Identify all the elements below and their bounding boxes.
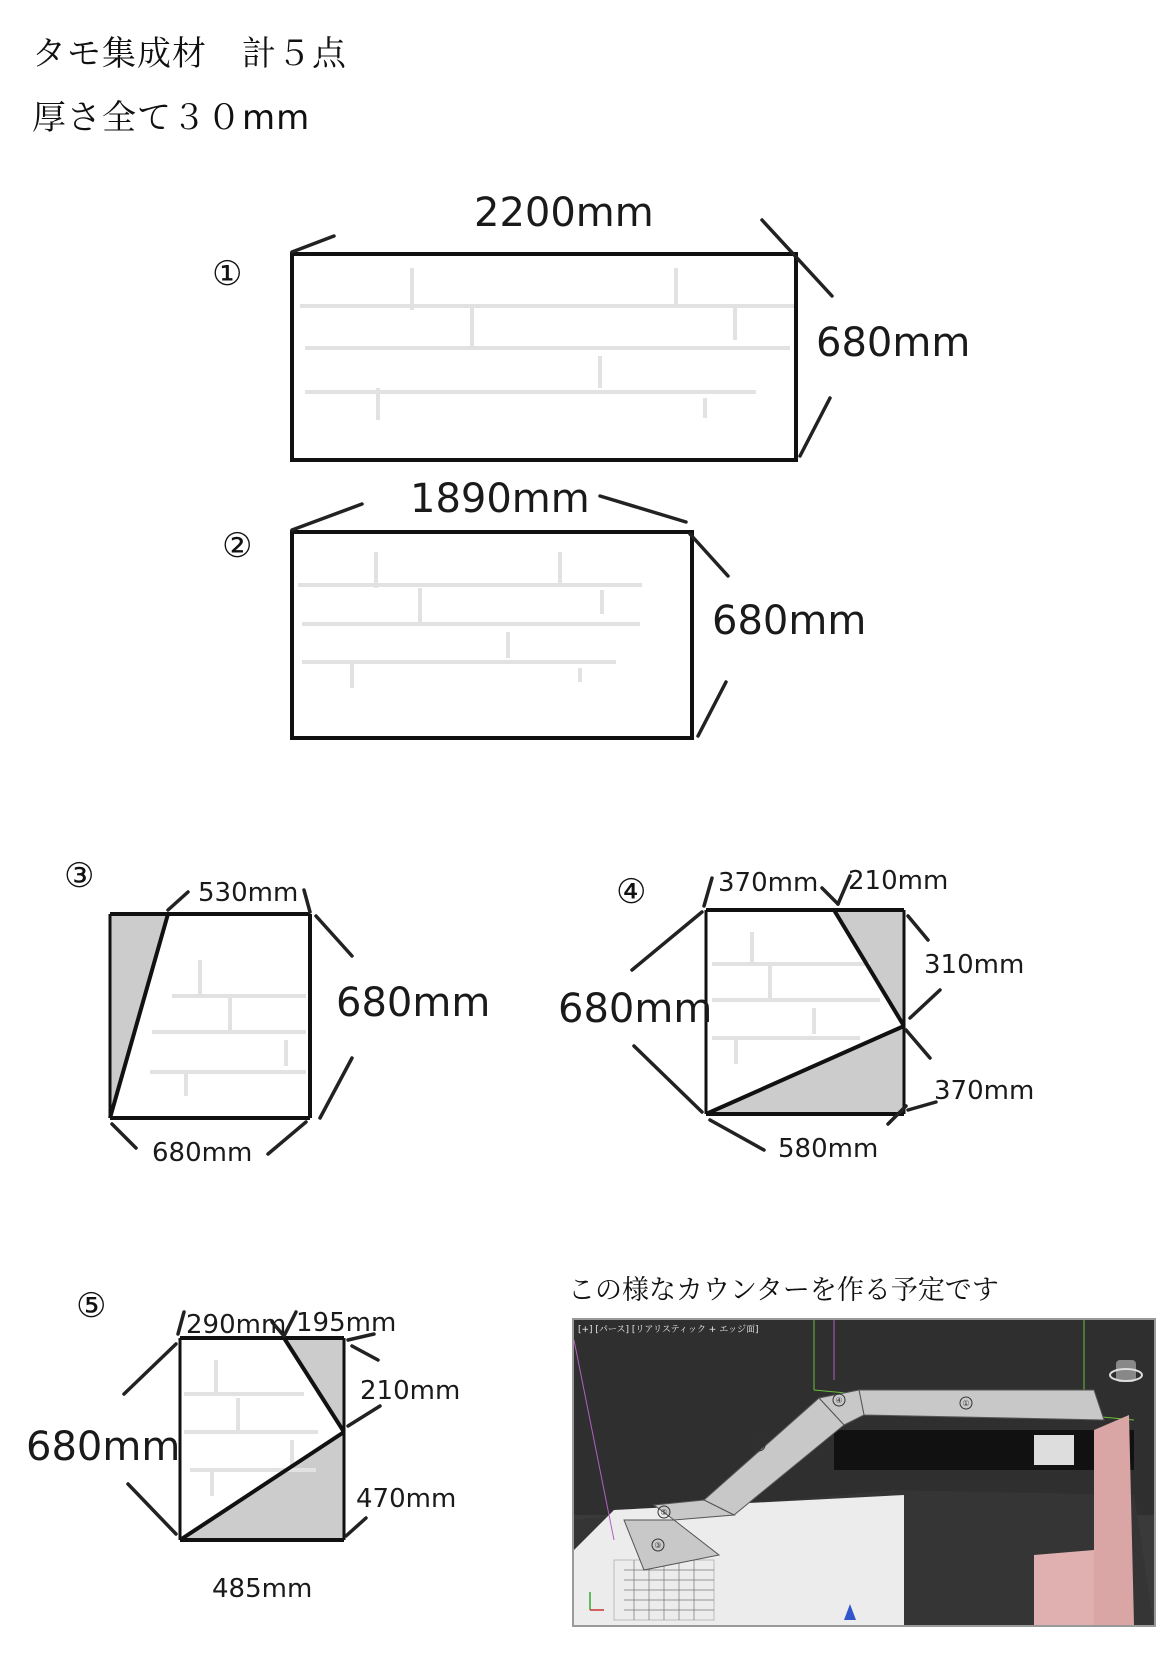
thickness-note: 厚さ全て３０mm [32, 98, 311, 138]
piece-4-right-top: 310mm [924, 950, 1025, 980]
render-label-4: ④ [835, 1396, 843, 1405]
render-label-5: ⑤ [660, 1508, 668, 1517]
piece-4-left: 680mm [558, 986, 713, 1032]
piece-1-number: ① [212, 254, 243, 294]
counter-3d-render [572, 1318, 1156, 1627]
piece-2-width: 1890mm [410, 476, 590, 522]
piece-4-top-right: 210mm [848, 866, 949, 896]
piece-2-number: ② [222, 526, 253, 566]
piece-5-top-right: 195mm [296, 1308, 397, 1338]
render-scene [574, 1320, 1154, 1625]
piece-4-bottom: 580mm [778, 1134, 879, 1164]
material-title: タモ集成材 計５点 [32, 34, 347, 74]
piece-5-left: 680mm [26, 1424, 181, 1470]
piece-5-top-left: 290mm [186, 1310, 287, 1340]
render-label-1: ① [962, 1399, 970, 1408]
render-caption: この様なカウンターを作る予定です [568, 1275, 999, 1306]
piece-1-height: 680mm [816, 320, 971, 366]
piece-5-bottom: 485mm [212, 1574, 313, 1604]
piece-3-right: 680mm [336, 980, 491, 1026]
piece-5-right-top: 210mm [360, 1376, 461, 1406]
viewport-label: [+] [パース] [リアリスティック + エッジ面] [578, 1325, 759, 1335]
piece-4-top-left: 370mm [718, 868, 819, 898]
piece-2-height: 680mm [712, 598, 867, 644]
piece-3-top: 530mm [198, 878, 299, 908]
piece-1-width: 2200mm [474, 190, 654, 236]
piece-4-number: ④ [616, 872, 647, 912]
cabinet-front [834, 1430, 1134, 1470]
piece-4-right-bottom: 370mm [934, 1076, 1035, 1106]
render-label-2: ② [755, 1441, 763, 1450]
piece-5-number: ⑤ [76, 1286, 107, 1326]
pink-panel [1094, 1415, 1134, 1625]
piece-5-right-bottom: 470mm [356, 1484, 457, 1514]
render-label-3: ③ [654, 1541, 662, 1550]
piece-3-bottom: 680mm [152, 1138, 253, 1168]
piece-3-number: ③ [64, 856, 95, 896]
